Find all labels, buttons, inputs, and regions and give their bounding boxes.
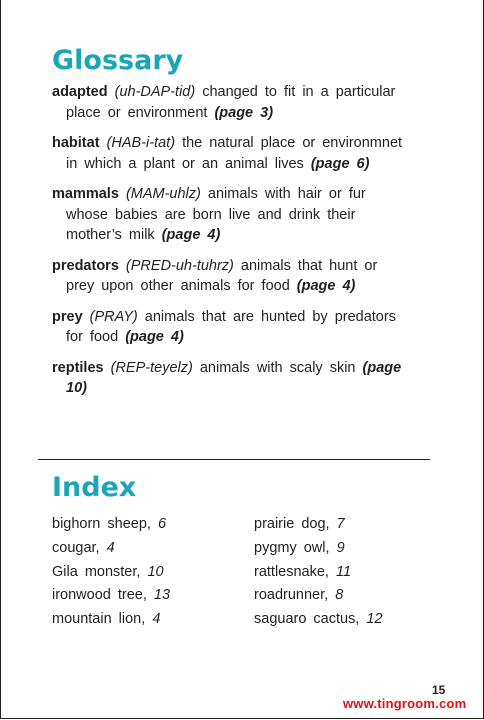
glossary-definition: animals with hair or fur whose babies are born live and drink their mother’s milk <box>66 186 366 243</box>
glossary-entry <box>52 307 412 348</box>
glossary-entry <box>52 133 412 174</box>
index-entry <box>254 584 383 608</box>
glossary-page-ref: (page 10) <box>66 359 402 396</box>
glossary-pronunciation: (REP-teyelz) <box>110 359 193 376</box>
index-entry <box>254 561 383 585</box>
glossary-pronunciation: (PRED-uh-tuhrz) <box>125 257 234 274</box>
glossary-entry <box>52 184 412 246</box>
index-name: mountain lion, <box>52 611 146 628</box>
index-page: 6 <box>157 516 167 532</box>
glossary-page-ref: (page 4) <box>125 329 184 345</box>
index-name: Gila monster, <box>52 563 141 580</box>
glossary-term: mammals <box>52 186 119 202</box>
index-name: pygmy owl, <box>254 539 330 556</box>
glossary-pronunciation: (PRAY) <box>89 308 138 325</box>
index-entry <box>254 537 383 561</box>
index-page: 10 <box>147 563 164 580</box>
index-entry <box>254 608 383 632</box>
glossary-term: adapted <box>52 84 108 100</box>
watermark-url: www.tingroom.com <box>343 696 467 711</box>
index-name: roadrunner, <box>254 587 329 604</box>
index-entry <box>52 561 170 585</box>
index-name: bighorn sheep, <box>52 516 151 532</box>
glossary-page-ref: (page 3) <box>214 104 274 121</box>
index-page: 7 <box>336 516 345 532</box>
glossary-entry <box>52 82 412 123</box>
glossary-entry <box>52 256 412 297</box>
index-page: 13 <box>153 587 171 604</box>
glossary-term: reptiles <box>52 359 104 376</box>
glossary-list <box>52 82 412 409</box>
page-number: 15 <box>432 683 446 697</box>
glossary-page-ref: (page 4) <box>296 278 356 294</box>
index-heading: Index <box>52 472 137 503</box>
glossary-page-ref: (page 4) <box>161 227 221 243</box>
index-entry <box>254 513 383 537</box>
index-entry <box>52 608 170 632</box>
index-column-right <box>254 513 383 632</box>
index-column-left <box>52 513 170 632</box>
glossary-heading: Glossary <box>52 45 184 76</box>
glossary-entry <box>52 358 412 399</box>
glossary-term: predators <box>52 257 119 274</box>
glossary-term: prey <box>52 308 83 325</box>
glossary-term: habitat <box>52 135 100 151</box>
index-name: rattlesnake, <box>254 563 329 580</box>
glossary-pronunciation: (uh-DAP-tid) <box>114 84 196 100</box>
glossary-definition: the natural place or environmnet in which a plant or an animal lives <box>66 135 403 172</box>
index-page: 11 <box>336 563 352 580</box>
index-name: prairie dog, <box>254 516 330 532</box>
glossary-definition: animals with scaly skin <box>199 359 356 376</box>
glossary-page-ref: (page 6) <box>310 155 370 172</box>
index-entry <box>52 537 170 561</box>
index-entry <box>52 513 170 537</box>
glossary-definition: animals that hunt or prey upon other animals for food <box>66 257 378 294</box>
index-page: 4 <box>152 611 161 628</box>
glossary-definition: changed to fit in a particular place or environment <box>66 84 396 121</box>
index-entry <box>52 584 170 608</box>
index-name: ironwood tree, <box>52 587 147 604</box>
section-divider <box>38 459 430 460</box>
index-name: cougar, <box>52 539 100 556</box>
index-name: saguaro cactus, <box>254 611 360 628</box>
index-page: 12 <box>366 611 383 628</box>
glossary-pronunciation: (MAM-uhlz) <box>125 186 201 202</box>
index-page: 4 <box>106 539 115 556</box>
glossary-definition: animals that are hunted by predators for food <box>66 308 396 345</box>
index-page: 8 <box>335 587 344 604</box>
glossary-pronunciation: (HAB-i-tat) <box>106 135 176 151</box>
index-page: 9 <box>336 539 345 556</box>
